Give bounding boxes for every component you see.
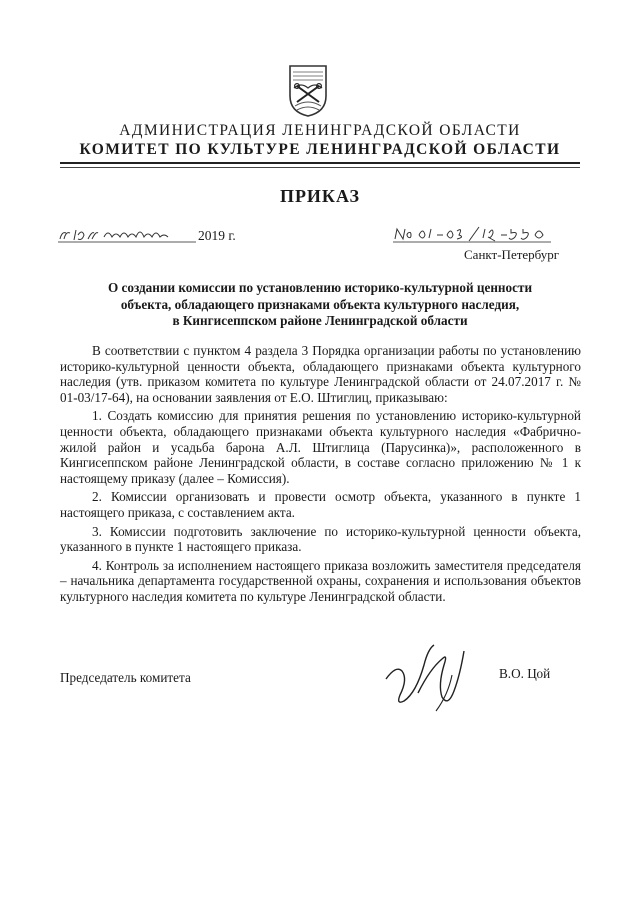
- handwritten-signature: [382, 635, 472, 715]
- body-paragraph: В соответствии с пунктом 4 раздела 3 Порядка организации работы по установлению историко-культурной ценности объекта, обладающего признаками объекта культурного наследия (утв. приказом комитета по культуре Ленинградской области от 24.07.2017 г. № 01-03/17-64), на основании заявления от Е.О. Штиглиц, приказываю:: [60, 343, 581, 405]
- body-paragraph: 1. Создать комиссию для принятия решения по установлению историко-культурной ценности объекта, обладающего признаками объекта культурного наследия «Фабрично-жилой район и усадьба барона А.Л. Штиглица (Парусинка)», расположенного в Кингисеппском районе Ленинградской области, в составе согласно приложению № 1 к настоящему приказу (далее – Комиссия).: [60, 408, 581, 486]
- signer-position: Председатель комитета: [60, 670, 191, 685]
- coat-of-arms-icon: [287, 62, 329, 118]
- body-paragraph: 2. Комиссии организовать и провести осмотр объекта, указанного в пункте 1 настоящего приказа, с составлением акта.: [60, 489, 581, 520]
- title-line: в Кингисеппском районе Ленинградской области: [172, 313, 468, 328]
- body-paragraph: 4. Контроль за исполнением настоящего приказа возложить заместителя председателя – начальника департамента государственной охраны, сохранения и использования объектов культурного наследия комитета по культуре Ленинградской области.: [60, 557, 581, 604]
- signer-name: В.О. Цой: [499, 666, 551, 681]
- header-rule-thin: [60, 167, 580, 168]
- handwritten-date: [58, 225, 198, 245]
- body-paragraph: 3. Комиссии подготовить заключение по историко-культурной ценности объекта, указанного в пункте 1 настоящего приказа.: [60, 523, 581, 555]
- title-line: объекта, обладающего признаками объекта культурного наследия,: [120, 296, 520, 312]
- document-body: [60, 343, 581, 605]
- header-rule-thick: [60, 162, 580, 164]
- document-title: [60, 280, 580, 330]
- handwritten-number: [393, 223, 553, 245]
- header-committee: КОМИТЕТ ПО КУЛЬТУРЕ ЛЕНИНГРАДСКОЙ ОБЛАСТИ: [79, 141, 561, 158]
- header-administration: АДМИНИСТРАЦИЯ ЛЕНИНГРАДСКОЙ ОБЛАСТИ: [119, 122, 521, 139]
- city: Санкт-Петербург: [464, 247, 560, 262]
- document-type: ПРИКАЗ: [279, 186, 361, 206]
- title-line: О создании комиссии по установлению историко-культурной ценности: [107, 280, 533, 295]
- date-year: 2019 г.: [198, 228, 236, 243]
